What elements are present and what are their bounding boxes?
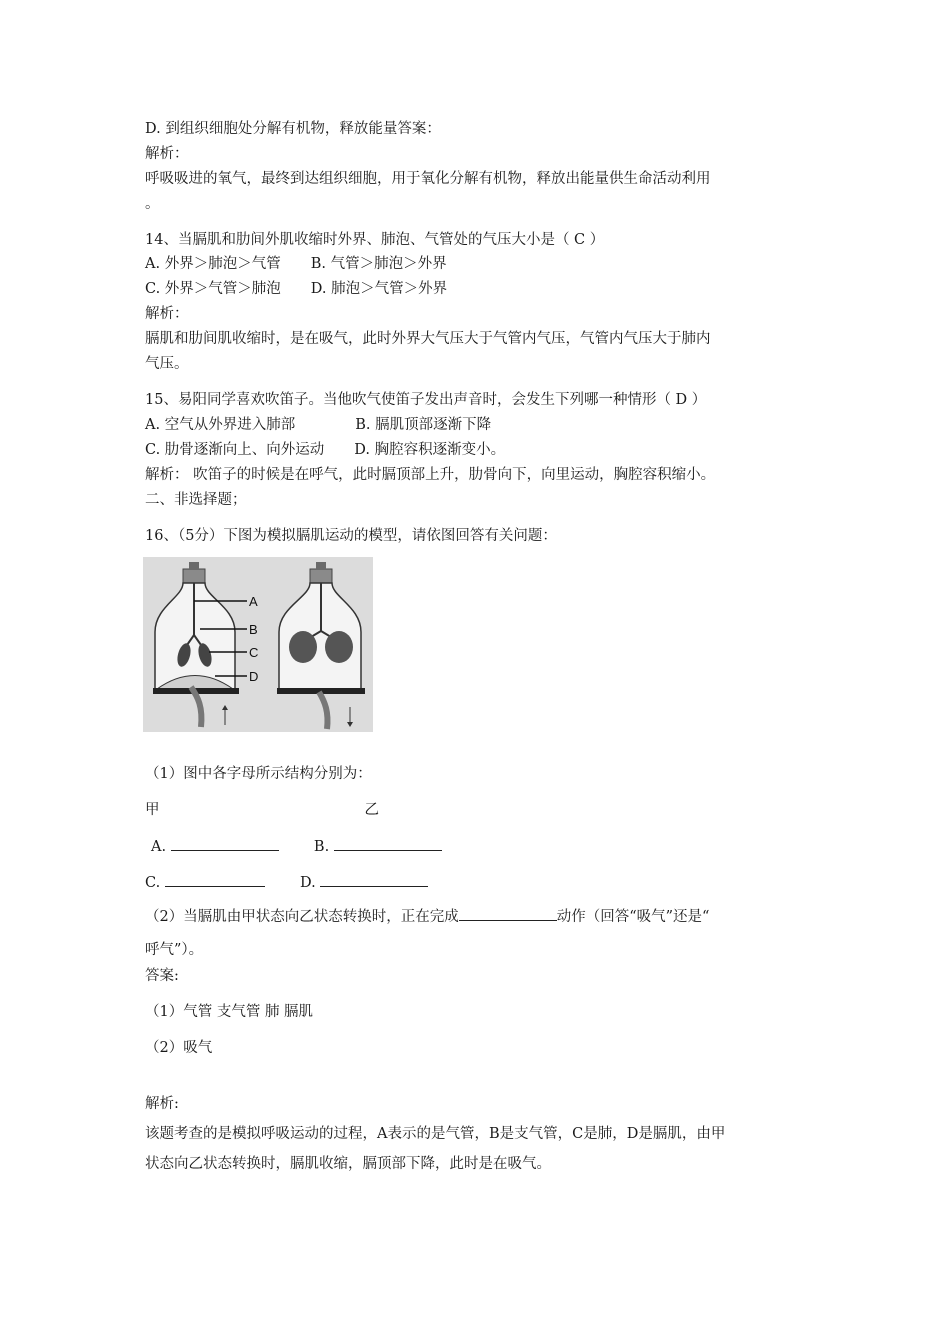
blank-a-field[interactable] [171, 836, 279, 851]
q13-analysis-line1: 呼吸吸进的氧气，最终到达组织细胞，用于氧化分解有机物，释放出能量供生命活动利用 [145, 171, 711, 187]
section-two-heading: 二、非选择题； [145, 492, 247, 508]
q15-question: 15、易阳同学喜欢吹笛子。当他吹气使笛子发出声音时，会发生下列哪一种情形（ D ） [145, 392, 707, 408]
q14-options-row2 [145, 279, 447, 299]
blank-d-label: D. [300, 875, 316, 891]
q16-answer2: （2）吸气 [145, 1040, 213, 1056]
q16-sub2-line2: 呼气”）。 [145, 942, 204, 958]
state-yi-label: 乙 [364, 802, 379, 818]
q14-analysis-label: 解析： [145, 306, 189, 322]
q16-answer-label: 答案: [145, 968, 179, 984]
blank-c-label: C. [145, 875, 161, 891]
q16-analysis-line2: 状态向乙状态转换时，膈肌收缩，膈顶部下降，此时是在吸气。 [145, 1156, 551, 1172]
q14-option-d: D. 肺泡＞气管＞外界 [310, 281, 448, 297]
blank-a-label: A. [151, 839, 167, 855]
q14-analysis-line2: 气压。 [145, 356, 189, 372]
q13-option-d: D. 到组织细胞处分解有机物，释放能量答案： [145, 121, 441, 137]
q13-analysis-line2: 。 [145, 196, 160, 212]
q16-sub2 [145, 906, 709, 927]
blank-c-field[interactable] [165, 872, 265, 887]
q14-option-a: A. 外界＞肺泡＞气管 [145, 256, 281, 272]
figure-label-a: A [249, 594, 258, 609]
blank-sub2-field[interactable] [459, 906, 557, 921]
q16-question: 16、（5分）下图为模拟膈肌运动的模型，请依图回答有关问题： [145, 528, 557, 544]
blank-b-field[interactable] [334, 836, 442, 851]
q14-option-c: C. 外界＞气管＞肺泡 [145, 281, 281, 297]
figure-label-d: D [249, 669, 259, 684]
q14-question: 14、当膈肌和肋间外肌收缩时外界、肺泡、气管处的气压大小是（ C ） [145, 232, 605, 248]
q15-options-row2 [145, 440, 505, 460]
blank-d-field[interactable] [320, 872, 428, 887]
q16-sub2-part2: 动作（回答“吸气”还是“ [556, 909, 710, 925]
blank-row-ab [145, 836, 442, 857]
q14-options-row1 [145, 254, 447, 274]
q14-analysis-line1: 膈肌和肋间肌收缩时，是在吸气，此时外界大气压大于气管内气压，气管内气压大于肺内 [145, 331, 711, 347]
q16-analysis-line1: 该题考查的是模拟呼吸运动的过程，A表示的是气管，B是支气管，C是肺，D是膈肌，由甲 [145, 1126, 726, 1142]
q15-option-c: C. 肋骨逐渐向上、向外运动 [145, 442, 325, 458]
q15-option-d: D. 胸腔容积逐渐变小。 [354, 442, 506, 458]
q15-option-b: B. 膈肌顶部逐渐下降 [355, 417, 492, 433]
q16-sub2-part1: （2）当膈肌由甲状态向乙状态转换时，正在完成 [145, 909, 459, 925]
q15-option-a: A. 空气从外界进入肺部 [145, 417, 296, 433]
q16-sub1: （1）图中各字母所示结构分别为： [145, 766, 372, 782]
q16-analysis-label: 解析: [145, 1096, 179, 1112]
figure-state-row [145, 800, 379, 820]
q16-answer1: （1）气管 支气管 肺 膈肌 [145, 1004, 314, 1020]
state-jia-label: 甲 [145, 802, 160, 818]
q13-analysis-label: 解析： [145, 146, 189, 162]
q14-option-b: B. 气管＞肺泡＞外界 [310, 256, 447, 272]
diaphragm-model-figure [143, 557, 373, 732]
figure-label-c: C [249, 645, 259, 660]
q15-options-row1 [145, 415, 491, 435]
q15-analysis: 解析： 吹笛子的时候是在呼气，此时膈顶部上升，肋骨向下，向里运动，胸腔容积缩小。 [145, 467, 716, 483]
blank-b-label: B. [313, 839, 330, 855]
blank-row-cd [145, 872, 428, 893]
figure-label-b: B [249, 622, 258, 637]
